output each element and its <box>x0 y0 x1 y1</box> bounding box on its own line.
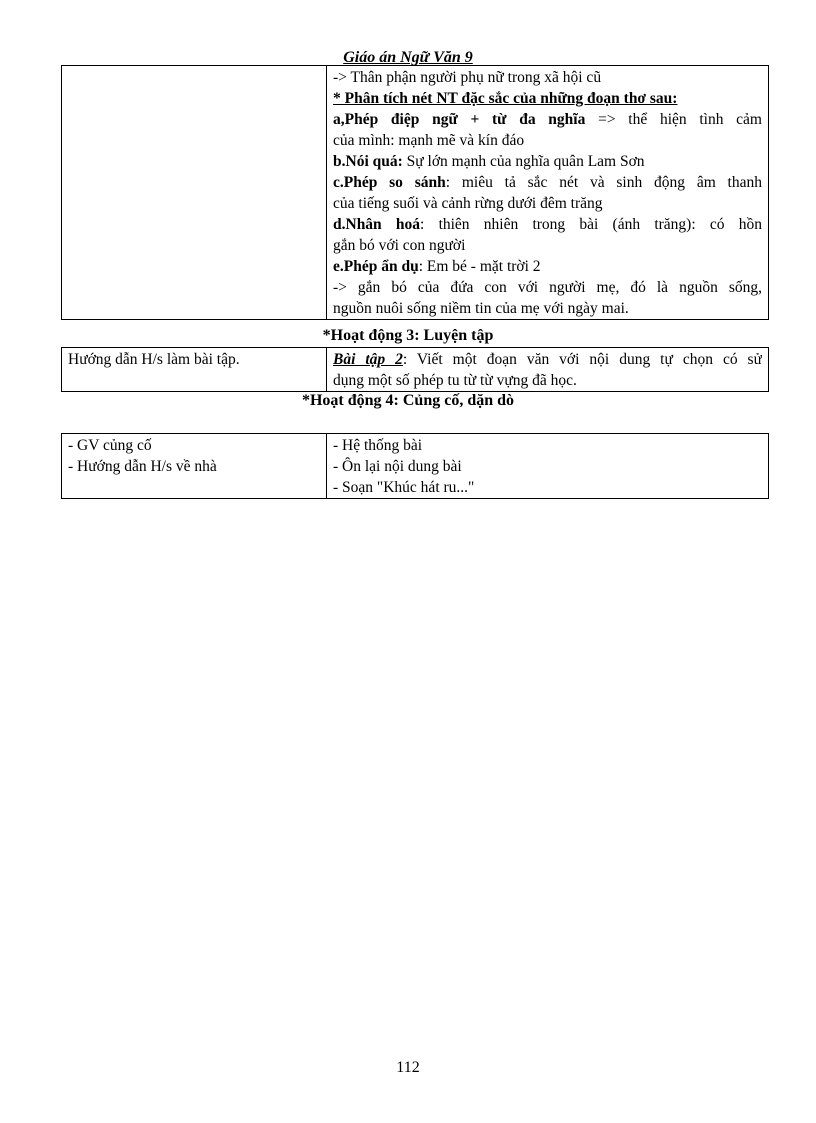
activity-3-heading: *Hoạt động 3: Luyện tập <box>322 327 494 344</box>
item-b-text: Sự lớn mạnh của nghĩa quân Lam Sơn <box>402 153 645 170</box>
page-header-title: Giáo án Ngữ Văn 9 <box>343 49 473 66</box>
activity-4-left-cell <box>62 434 327 499</box>
item-e-label: e.Phép ẩn dụ <box>333 258 419 275</box>
item-e <box>333 256 762 277</box>
item-b <box>333 151 762 172</box>
item-e-explanation: -> gắn bó của đứa con với người mẹ, đó là nguồn sống, <box>333 279 762 296</box>
exercise-line-2: dụng một số phép tu từ từ vựng đã học. <box>333 372 577 389</box>
activity-3-table <box>61 347 769 392</box>
page-number: 112 <box>396 1059 420 1076</box>
item-d-label: d.Nhân hoá <box>333 216 421 233</box>
table-row <box>62 348 769 392</box>
item-b-label: b.Nói quá: <box>333 153 403 170</box>
item-a-label: a,Phép điệp ngữ + từ đa nghĩa <box>333 111 586 128</box>
item-e-text: : Em bé - mặt trời 2 <box>418 258 541 275</box>
activity-3-instruction: Hướng dẫn H/s làm bài tập. <box>68 351 240 368</box>
item-c-label: c.Phép so sánh <box>333 174 446 191</box>
activity-4-heading: *Hoạt động 4: Củng cố, dặn dò <box>301 392 515 409</box>
analysis-cell <box>327 66 769 320</box>
section-heading: * Phân tích nét NT đặc sắc của những đoạn thơ sau: <box>333 90 678 107</box>
activity-4-table <box>61 433 769 499</box>
table-cell-empty <box>62 66 327 320</box>
list-item: - Hệ thống bài <box>333 437 423 454</box>
item-d-continued: gắn bó với con người <box>333 237 466 254</box>
analysis-table <box>61 65 769 320</box>
table-row <box>62 66 769 320</box>
item-c-text: : miêu tả sắc nét và sinh động âm thanh <box>445 174 762 191</box>
exercise-label: Bài tập 2 <box>333 351 403 368</box>
table-row <box>62 434 769 499</box>
exercise-line-1 <box>333 349 762 370</box>
exercise-text: : Viết một đoạn văn với nội dung tự chọn có sử <box>402 351 762 368</box>
list-item: - Hướng dẫn H/s về nhà <box>68 458 217 475</box>
list-item: - Ôn lại nội dung bài <box>333 458 462 475</box>
activity-4-right-cell <box>327 434 769 499</box>
item-a-continued: của mình: mạnh mẽ và kín đáo <box>333 132 525 149</box>
item-c <box>333 172 762 193</box>
conclusion-line: -> Thân phận người phụ nữ trong xã hội cũ <box>333 69 602 86</box>
item-d <box>333 214 762 235</box>
item-d-text: : thiên nhiên trong bài (ánh trăng): có hồn <box>420 216 762 233</box>
item-a <box>333 109 762 130</box>
activity-3-left-cell <box>62 348 327 392</box>
list-item: - GV củng cố <box>68 437 152 454</box>
item-e-explanation-continued: nguồn nuôi sống niềm tin của mẹ với ngày mai. <box>333 300 629 317</box>
item-a-text: => thể hiện tình cảm <box>585 111 762 128</box>
activity-3-right-cell <box>327 348 769 392</box>
list-item: - Soạn "Khúc hát ru..." <box>333 479 475 496</box>
item-c-continued: của tiếng suối và cảnh rừng dưới đêm trăng <box>333 195 603 212</box>
